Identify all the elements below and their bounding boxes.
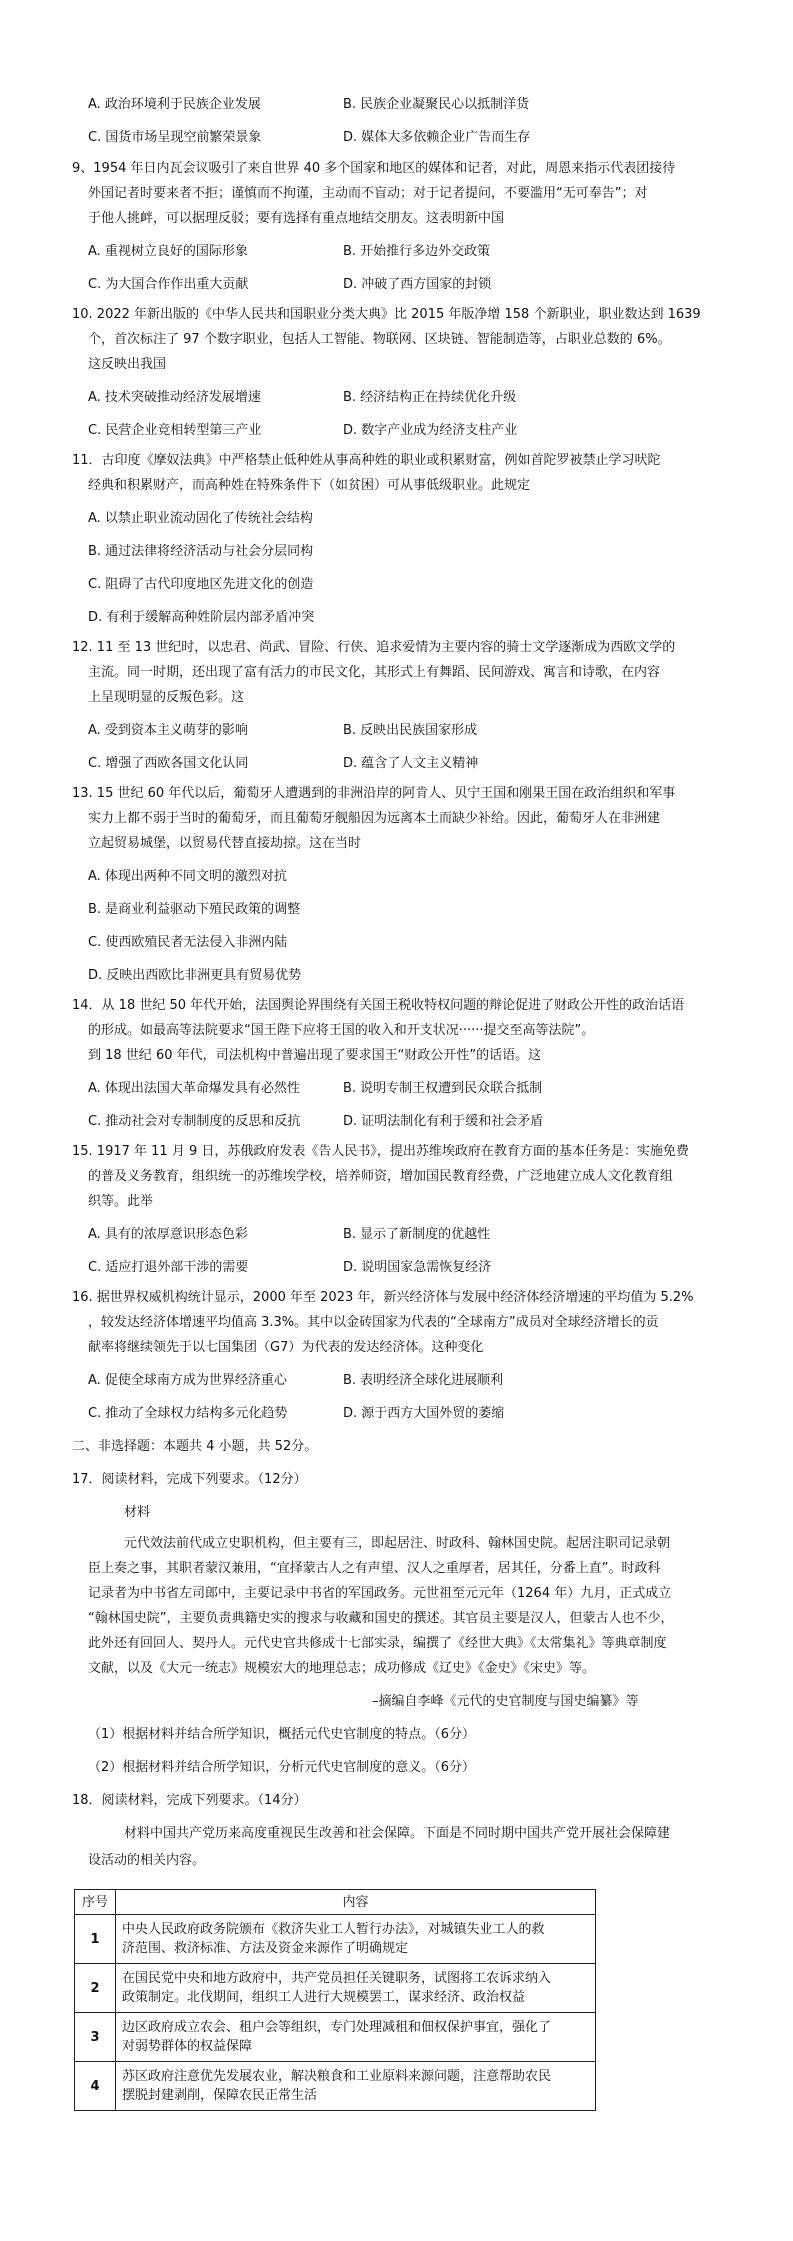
text-line-q14b: B. 说明专制王权遭到民众联合抵制 <box>343 1081 543 1096</box>
text-line-q17src: –摘编自李峰《元代的史官制度与国史编纂》等 <box>372 1694 639 1709</box>
text-line-q17s1: （1）根据材料并结合所学知识，概括元代史官制度的特点。（6分） <box>88 1727 476 1742</box>
social-security-table <box>74 1889 596 2111</box>
text-line-q9a: A. 重视树立良好的国际形象 <box>88 244 248 259</box>
text-line-q14l2: 的形成。如最高等法院要求“国王陛下应将王国的收入和开支状况······提交至高等法院”。 <box>88 1023 595 1038</box>
text-line-q14d: D. 证明法制化有利于缓和社会矛盾 <box>343 1114 544 1129</box>
table-header-row <box>75 1890 596 1915</box>
text-line-q17m: 材料 <box>124 1505 151 1520</box>
text-line-q16l1: 16. 据世界权威机构统计显示，2000 年至 2023 年，新兴经济体与发展中经济体经济增速的平均值为 5.2% <box>72 1290 694 1305</box>
row-content-line: 边区政府成立农会、租户会等组织，专门处理减租和佃权保护事宜，强化了 <box>122 2020 552 2035</box>
text-line-q8b: B. 民族企业凝聚民心以抵制洋货 <box>343 97 530 112</box>
text-line-q16b: B. 表明经济全球化进展顺利 <box>343 1373 504 1388</box>
text-line-q15l1: 15. 1917 年 11 月 9 日，苏俄政府发表《告人民书》，提出苏维埃政府在教育方面的基本任务是：实施免费 <box>72 1144 689 1159</box>
text-line-q11b: B. 通过法律将经济活动与社会分层同构 <box>88 544 314 559</box>
text-line-q14l3: 到 18 世纪 60 年代，司法机构中普遍出现了要求国王“财政公开性”的话语。这 <box>88 1048 542 1063</box>
row-content-line: 中央人民政府政务院颁布《救济失业工人暂行办法》，对城镇失业工人的救 <box>122 1922 545 1937</box>
row-number: 1 <box>75 1915 116 1964</box>
text-line-q12a: A. 受到资本主义萌芽的影响 <box>88 723 248 738</box>
text-line-q8c: C. 国货市场呈现空前繁荣景象 <box>88 130 262 145</box>
table-row <box>75 2062 596 2111</box>
text-line-q16l2: ，较发达经济体增速平均值高 3.3%。其中以金砖国家为代表的“全球南方”成员对全球经济增长的贡 <box>88 1315 659 1330</box>
row-number: 4 <box>75 2062 116 2111</box>
row-content-line: 政策制定。北伐期间，组织工人进行大规模罢工，谋求经济、政治权益 <box>122 1990 526 2005</box>
text-line-q17p2: 臣上奏之事，其职者蒙汉兼用，“宜择蒙古人之有声望、汉人之重厚者，居其任，分番上直”。时政科 <box>88 1561 661 1576</box>
text-line-q10l2: 个，首次标注了 97 个数字职业，包括人工智能、物联网、区块链、智能制造等，占职业总数的 6%。 <box>88 332 671 347</box>
text-line-q9l3: 于他人挑衅，可以据理反驳；要有选择有重点地结交朋友。这表明新中国 <box>88 211 505 226</box>
row-number: 3 <box>75 2013 116 2062</box>
text-line-q14c: C. 推动社会对专制制度的反思和反抗 <box>88 1114 301 1129</box>
text-line-q11d: D. 有利于缓解高种姓阶层内部矛盾冲突 <box>88 610 315 625</box>
text-line-q9l2: 外国记者时要来者不拒；谨慎而不拘谨，主动而不盲动；对于记者提问，不要滥用“无可奉告”；对 <box>88 186 648 201</box>
text-line-q11c: C. 阻碍了古代印度地区先进文化的创造 <box>88 577 314 592</box>
text-line-q11l2: 经典和积累财产，而高种姓在特殊条件下（如贫困）可从事低级职业。此规定 <box>88 478 531 493</box>
text-line-q15b: B. 显示了新制度的优越性 <box>343 1227 491 1242</box>
text-line-q17p3: 记录者为中书省左司郎中，主要记录中书省的军国政务。元世祖至元元年（1264 年）九月，正式成立 <box>88 1586 672 1601</box>
text-line-q11a: A. 以禁止职业流动固化了传统社会结构 <box>88 511 313 526</box>
text-line-q9c: C. 为大国合作作出重大贡献 <box>88 277 249 292</box>
text-line-q12c: C. 增强了西欧各国文化认同 <box>88 756 249 771</box>
text-line-q12l3: 上呈现明显的反叛色彩。这 <box>88 690 245 705</box>
row-content <box>116 1964 596 2013</box>
text-line-q9b: B. 开始推行多边外交政策 <box>343 244 491 259</box>
text-line-sec2: 二、非选择题：本题共 4 小题，共 52分。 <box>72 1439 318 1454</box>
text-line-q13l1: 13. 15 世纪 60 年代以后，葡萄牙人遭遇到的非洲沿岸的阿肯人、贝宁王国和刚果王国在政治组织和军事 <box>72 786 676 801</box>
table-row <box>75 2013 596 2062</box>
text-line-q12l1: 12. 11 至 13 世纪时，以忠君、尚武、冒险、行侠、追求爱情为主要内容的骑士文学逐渐成为西欧文学的 <box>72 640 676 655</box>
row-content-line: 在国民党中央和地方政府中，共产党员担任关键职务，试图将工农诉求纳入 <box>122 1971 552 1986</box>
row-content-line: 对弱势群体的权益保障 <box>122 2039 253 2054</box>
text-line-q16a: A. 促使全球南方成为世界经济重心 <box>88 1373 287 1388</box>
text-line-q9l1: 9、1954 年日内瓦会议吸引了来自世界 40 多个国家和地区的媒体和记者，对此，周恩来指示代表团接待 <box>72 161 676 176</box>
row-number: 2 <box>75 1964 116 2013</box>
row-content <box>116 2013 596 2062</box>
text-line-q15l3: 织等。此举 <box>88 1194 154 1209</box>
text-line-q15a: A. 具有的浓厚意识形态色彩 <box>88 1227 248 1242</box>
header-number: 序号 <box>75 1890 116 1915</box>
row-content-line: 苏区政府注意优先发展农业，解决粮食和工业原料来源问题，注意帮助农民 <box>122 2069 552 2084</box>
text-line-q8a: A. 政治环境利于民族企业发展 <box>88 97 261 112</box>
text-line-q15d: D. 说明国家急需恢复经济 <box>343 1260 492 1275</box>
text-line-q14l1: 14．从 18 世纪 50 年代开始，法国舆论界围绕有关国王税收特权问题的辩论促进了财政公开性的政治话语 <box>72 998 685 1013</box>
text-line-q17p6: 文献，以及《大元一统志》规模宏大的地理总志；成功修成《辽史》《金史》《宋史》等。 <box>88 1661 596 1676</box>
header-content: 内容 <box>116 1890 596 1915</box>
row-content <box>116 1915 596 1964</box>
table-row <box>75 1915 596 1964</box>
text-line-q14a: A. 体现出法国大革命爆发具有必然性 <box>88 1081 300 1096</box>
text-line-q13c: C. 使西欧殖民者无法侵入非洲内陆 <box>88 935 288 950</box>
text-line-q10b: B. 经济结构正在持续优化升级 <box>343 390 517 405</box>
text-line-q13l2: 实力上都不弱于当时的葡萄牙，而且葡萄牙舰船因为远离本土而缺少补给。因此，葡萄牙人在非洲建 <box>88 811 661 826</box>
text-line-q15c: C. 适应打退外部干涉的需要 <box>88 1260 249 1275</box>
text-line-q18p1: 材料中国共产党历来高度重视民生改善和社会保障。下面是不同时期中国共产党开展社会保障建 <box>124 1826 671 1841</box>
text-line-q12b: B. 反映出民族国家形成 <box>343 723 478 738</box>
text-line-q11l1: 11．古印度《摩奴法典》中严格禁止低种姓从事高种姓的职业或积累财富，例如首陀罗被禁止学习吠陀 <box>72 453 661 468</box>
text-line-q10l1: 10. 2022 年新出版的《中华人民共和国职业分类大典》比 2015 年版净增 158 个新职业，职业数达到 1639 <box>72 307 701 322</box>
text-line-q12l2: 主流。同一时期，还出现了富有活力的市民文化，其形式上有舞蹈、民间游戏、寓言和诗歌，在内容 <box>88 665 661 680</box>
row-content <box>116 2062 596 2111</box>
text-line-q16d: D. 源于西方大国外贸的萎缩 <box>343 1406 505 1421</box>
text-line-q16c: C. 推动了全球权力结构多元化趋势 <box>88 1406 288 1421</box>
text-line-q13l3: 立起贸易城堡，以贸易代替直接劫掠。这在当时 <box>88 836 362 851</box>
row-content-line: 摆脱封建剥削，保障农民正常生活 <box>122 2088 318 2103</box>
text-line-q16l3: 献率将继续领先于以七国集团（G7）为代表的发达经济体。这种变化 <box>88 1340 484 1355</box>
text-line-q13d: D. 反映出西欧比非洲更具有贸易优势 <box>88 968 302 983</box>
text-line-q15l2: 的普及义务教育，组织统一的苏维埃学校，培养师资，增加国民教育经费，广泛地建立成人文化教育组 <box>88 1169 674 1184</box>
text-line-q10l3: 这反映出我国 <box>88 357 167 372</box>
text-line-q10d: D. 数字产业成为经济支柱产业 <box>343 423 518 438</box>
table-row <box>75 1964 596 2013</box>
text-line-q13b: B. 是商业利益驱动下殖民政策的调整 <box>88 902 301 917</box>
text-line-q17p1: 元代效法前代成立史职机构，但主要有三，即起居注、时政科、翰林国史院。起居注职司记录朝 <box>124 1536 671 1551</box>
row-content-line: 济范围、救济标准、方法及资金来源作了明确规定 <box>122 1941 409 1956</box>
text-line-q10c: C. 民营企业竞相转型第三产业 <box>88 423 262 438</box>
text-line-q13a: A. 体现出两种不同文明的激烈对抗 <box>88 869 287 884</box>
text-line-q17p4: “翰林国史院”，主要负责典籍史实的搜求与收藏和国史的撰述。其官员主要是汉人，但蒙古人也不少， <box>88 1611 674 1626</box>
text-line-q9d: D. 冲破了西方国家的封锁 <box>343 277 492 292</box>
text-line-q17s2: （2）根据材料并结合所学知识，分析元代史官制度的意义。（6分） <box>88 1760 476 1775</box>
text-line-q8d: D. 媒体大多依赖企业广告而生存 <box>343 130 531 145</box>
text-line-q10a: A. 技术突破推动经济发展增速 <box>88 390 261 405</box>
text-line-q17p5: 此外还有回回人、契丹人。元代史官共修成十七部实录，编撰了《经世大典》《太常集礼》等典章制度 <box>88 1636 667 1651</box>
text-line-q17h: 17．阅读材料，完成下列要求。（12分） <box>72 1472 307 1487</box>
text-line-q12d: D. 蕴含了人文主义精神 <box>343 756 479 771</box>
text-line-q18h: 18．阅读材料，完成下列要求。（14分） <box>72 1793 307 1808</box>
text-line-q18p2: 设活动的相关内容。 <box>88 1853 206 1868</box>
